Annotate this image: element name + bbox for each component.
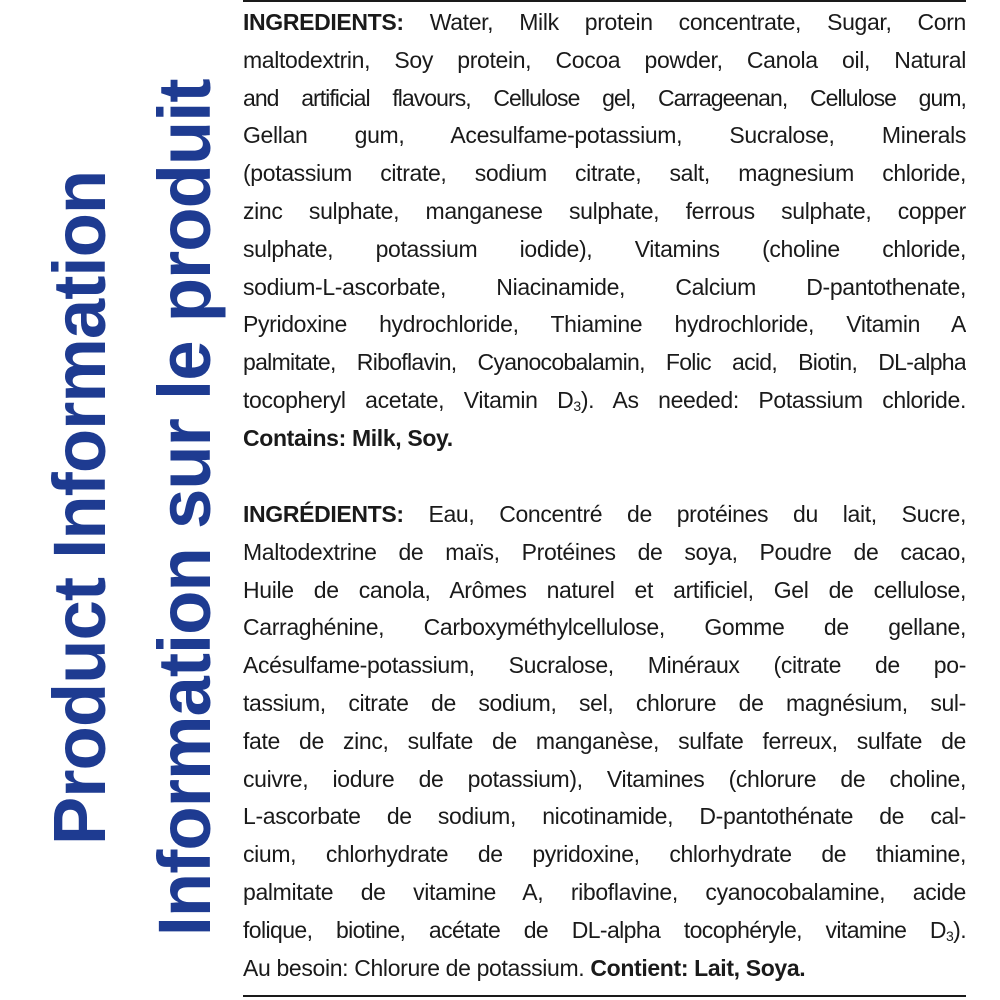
ingredients-french: [243, 496, 966, 987]
ingredient-line: Au besoin: Chlorure de potassium. Contient: Lait, Soya.: [243, 954, 806, 981]
ingredient-line: INGRÉDIENTS: Eau, Concentré de protéines du lait, Sucre,: [243, 501, 966, 527]
ingredient-line: cium, chlorhydrate de pyridoxine, chlorhydrate de thiamine,: [243, 841, 966, 868]
title-french: Information sur le produit: [143, 79, 226, 937]
side-title: [35, 28, 230, 988]
ingredient-line: maltodextrin, Soy protein, Cocoa powder, Canola oil, Natural: [243, 46, 966, 73]
ingredients-english: [243, 4, 966, 458]
ingredient-line: INGREDIENTS: Water, Milk protein concentrate, Sugar, Corn: [243, 9, 966, 35]
contains-statement: Contains: Milk, Soy.: [243, 424, 453, 451]
ingredient-line: tassium, citrate de sodium, sel, chlorure de magnésium, sul-: [243, 689, 966, 716]
top-rule: [243, 0, 966, 2]
ingredient-line: Acésulfame-potassium, Sucralose, Minéraux (citrate de po-: [243, 652, 966, 679]
ingredient-line: Carraghénine, Carboxyméthylcellulose, Gomme de gellane,: [243, 614, 966, 641]
ingredient-line: sulphate, potassium iodide), Vitamins (choline chloride,: [243, 235, 966, 262]
contains-statement: Contient: Lait, Soya.: [590, 954, 806, 981]
ingredient-line: fate de zinc, sulfate de manganèse, sulfate ferreux, sulfate de: [243, 727, 966, 754]
ingredient-line: L-ascorbate de sodium, nicotinamide, D-pantothénate de cal-: [243, 803, 966, 830]
bottom-rule: [243, 995, 966, 997]
ingredient-line: folique, biotine, acétate de DL-alpha tocophéryle, vitamine $D_3$).: [243, 916, 966, 944]
ingredient-line: and artificial flavours, Cellulose gel, Carrageenan, Cellulose gum,: [243, 84, 966, 111]
ingredient-line: cuivre, iodure de potassium), Vitamines (chlorure de choline,: [243, 765, 966, 792]
ingredient-line: zinc sulphate, manganese sulphate, ferrous sulphate, copper: [243, 197, 966, 224]
ingredient-line: (potassium citrate, sodium citrate, salt, magnesium chloride,: [243, 160, 966, 187]
ingredient-line: Pyridoxine hydrochloride, Thiamine hydrochloride, Vitamin A: [243, 311, 966, 338]
ingredients-heading: INGRÉDIENTS:: [243, 501, 404, 527]
title-english: Product Information: [38, 170, 121, 846]
ingredient-line: tocopheryl acetate, Vitamin $D_3$). As needed: Potassium chloride.: [243, 386, 966, 414]
ingredient-line: palmitate de vitamine A, riboflavine, cyanocobalamine, acide: [243, 878, 966, 905]
ingredient-line: sodium-L-ascorbate, Niacinamide, Calcium D-pantothenate,: [243, 273, 966, 300]
ingredients-heading: INGREDIENTS:: [243, 9, 404, 35]
ingredient-line: Maltodextrine de maïs, Protéines de soya, Poudre de cacao,: [243, 538, 966, 565]
ingredient-line: Gellan gum, Acesulfame-potassium, Sucralose, Minerals: [243, 122, 966, 149]
ingredient-line: Huile de canola, Arômes naturel et artificiel, Gel de cellulose,: [243, 576, 966, 603]
ingredient-line: palmitate, Riboflavin, Cyanocobalamin, Folic acid, Biotin, DL-alpha: [243, 349, 966, 376]
